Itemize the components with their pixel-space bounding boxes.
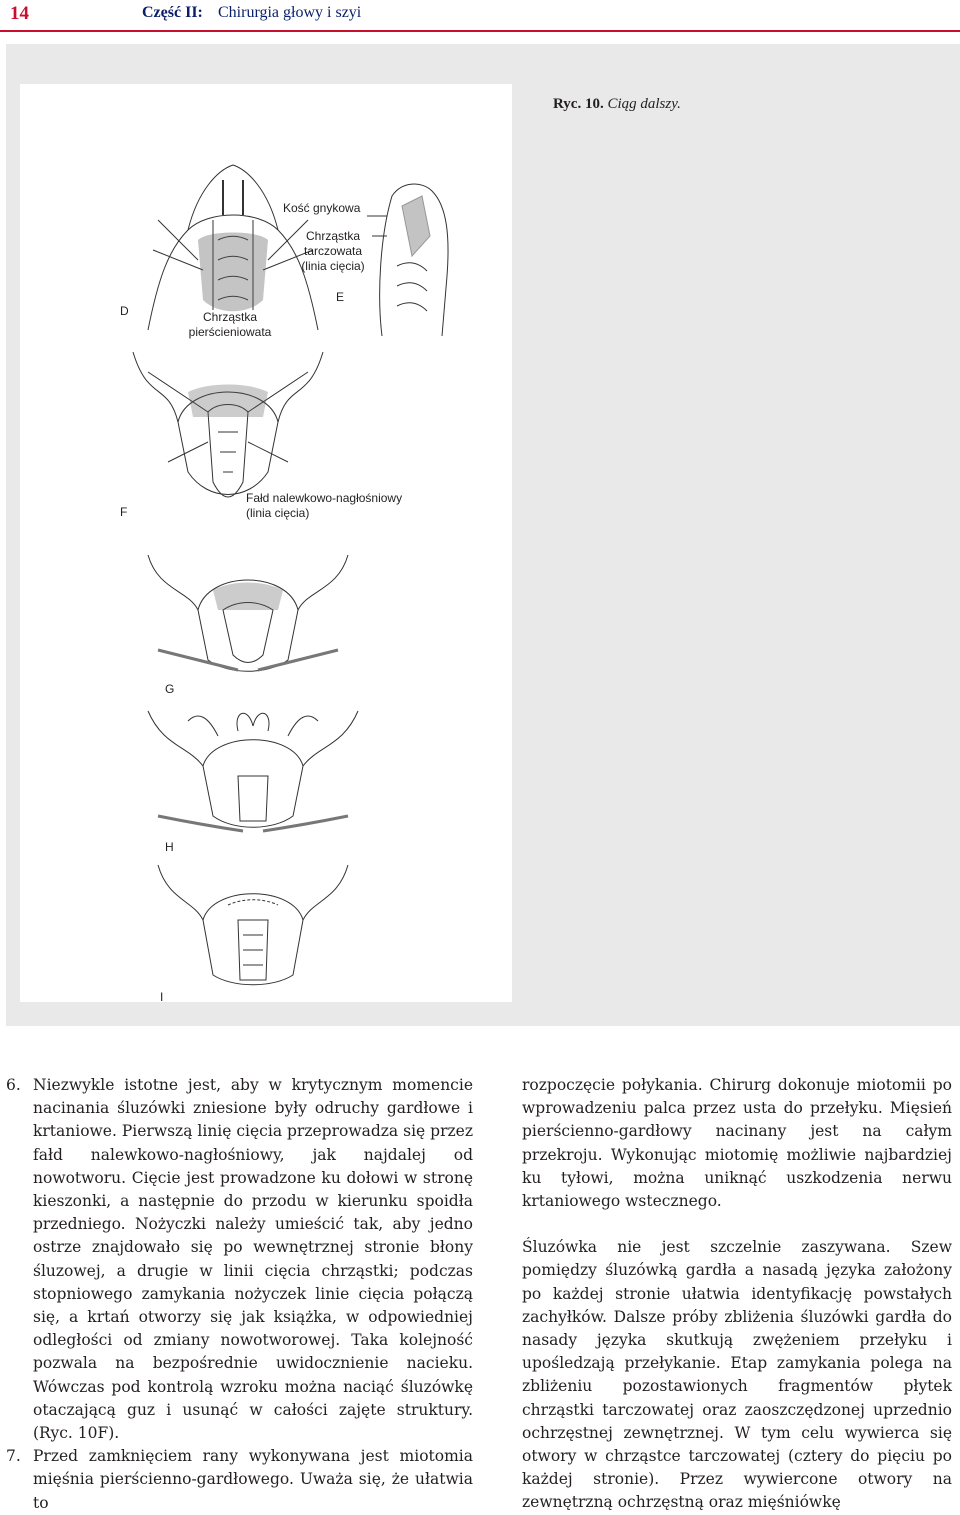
paragraph-closure: Śluzówka nie jest szczelnie zaszywana. Szew pomiędzy śluzówką gardła a nasadą języka założony po każdej stronie ułatwia identyfikację powstałych zachyłków. Dalsze próby zbliżenia śluzówki gardła do nasady języka skutkują zwężeniem przełyku i upośledzają przełykanie. Etap zamykania polega na zbliżeniu pozostawionych fragmentów płytek chrząstki tarczowatej oraz zaoszczędzonej uprzednio ochrzęstnej zewnętrznej. W tym celu wywierca się otwory w chrząstce tarczowatej (cztery do pięciu po każdej stronie). Przez wywiercone otwory na zewnętrzną ochrzęstną oraz mięśniówkę [522,1238,952,1512]
panel-letter-i: I [160,990,164,1004]
label-thyroid-line1: Chrząstka [305,229,361,243]
body-column-right [522,1074,952,1515]
list-item-7-text: Przed zamknięciem rany wykonywana jest miotomia mięśnia pierścienno-gardłowego. Uważa się, że ułatwia to [33,1447,473,1512]
figure-continued: Ciąg dalszy. [607,96,681,112]
panel-letter-g: G [165,682,175,696]
panel-letter-e: E [336,290,345,304]
label-thyroid-line3: (linia cięcia) [301,259,365,273]
label-cricoid-cartilage [170,310,290,340]
page-header [0,0,960,32]
panel-g-illustration [138,550,358,680]
list-item-6 [6,1074,473,1445]
page-number: 14 [10,3,29,24]
paragraph-miotomy: rozpoczęcie połykania. Chirurg dokonuje miotomii po wprowadzeniu palca przez usta do przełyku. Mięsień pierścienno-gardłowy nacinany jest na całym przekroju. Wykonując miotomię możliwie najbardziej ku tyłowi, można uniknąć uszkodzenia nerwu krtaniowego wstecznego. [522,1076,952,1211]
list-item-7-number: 7. [6,1447,21,1466]
panel-letter-d: D [120,304,129,318]
panel-f-illustration [128,342,328,512]
label-hyoid-bone: Kość gnykowa [283,201,361,215]
header-rule [0,30,960,32]
label-aryepi-line1: Fałd nalewkowo-nagłośniowy [246,491,403,505]
list-item-6-number: 6. [6,1076,21,1094]
running-head-title: Chirurgia głowy i szyi [218,4,362,21]
list-item-6-text: Niezwykle istotne jest, aby w krytycznym momencie nacinania śluzówki zniesione były odruchy gardłowe i krtaniowe. Pierwszą linię cięcia przeprowadza się przez fałd nalewkowo-nagłośniowy, jak najdalej od nowotworu. Cięcie jest prowadzone ku dołowi w stronę kieszonki, a następnie do przodu w kierunku spoidła przedniego. Nożyczki należy umieścić tak, aby jedno ostrze znajdowało się po wewnętrznej stronie błony śluzowej, a drugie w linii cięcia chrząstki; podczas stopniowego zamykania nożyczek linie cięcia połączą się, a krtań otworzy się jak książka, w odpowiedniej odległości od zmiany nowotworowej. Taka kolejność pozwala na bezpośrednie uwidocznienie nacieku. Wówczas pod kontrolą wzroku można naciąć śluzówkę otaczającą guz i usunąć w całości zajęte struktury. (Ryc. 10F). [33,1076,473,1443]
panel-i-illustration [148,860,358,990]
body-column-left [6,1074,473,1515]
list-item-7 [6,1445,473,1515]
figure-frame [6,44,960,1026]
label-cricoid-line1: Chrząstka [202,310,258,324]
label-aryepi-line2: (linia cięcia) [246,506,310,520]
label-thyroid-line2: tarczowata [303,244,363,258]
panel-letter-h: H [165,840,174,854]
label-thyroid-cartilage [278,229,388,274]
figure-number: Ryc. 10. [553,96,604,112]
panel-letter-f: F [120,505,128,519]
running-head-part: Część II: [142,4,203,21]
label-aryepiglottic-fold [246,491,406,521]
panel-h-illustration [138,706,368,836]
label-cricoid-line2: pierścieniowata [188,325,272,339]
figure-illustration-panel [20,84,512,1002]
figure-caption [553,96,681,113]
